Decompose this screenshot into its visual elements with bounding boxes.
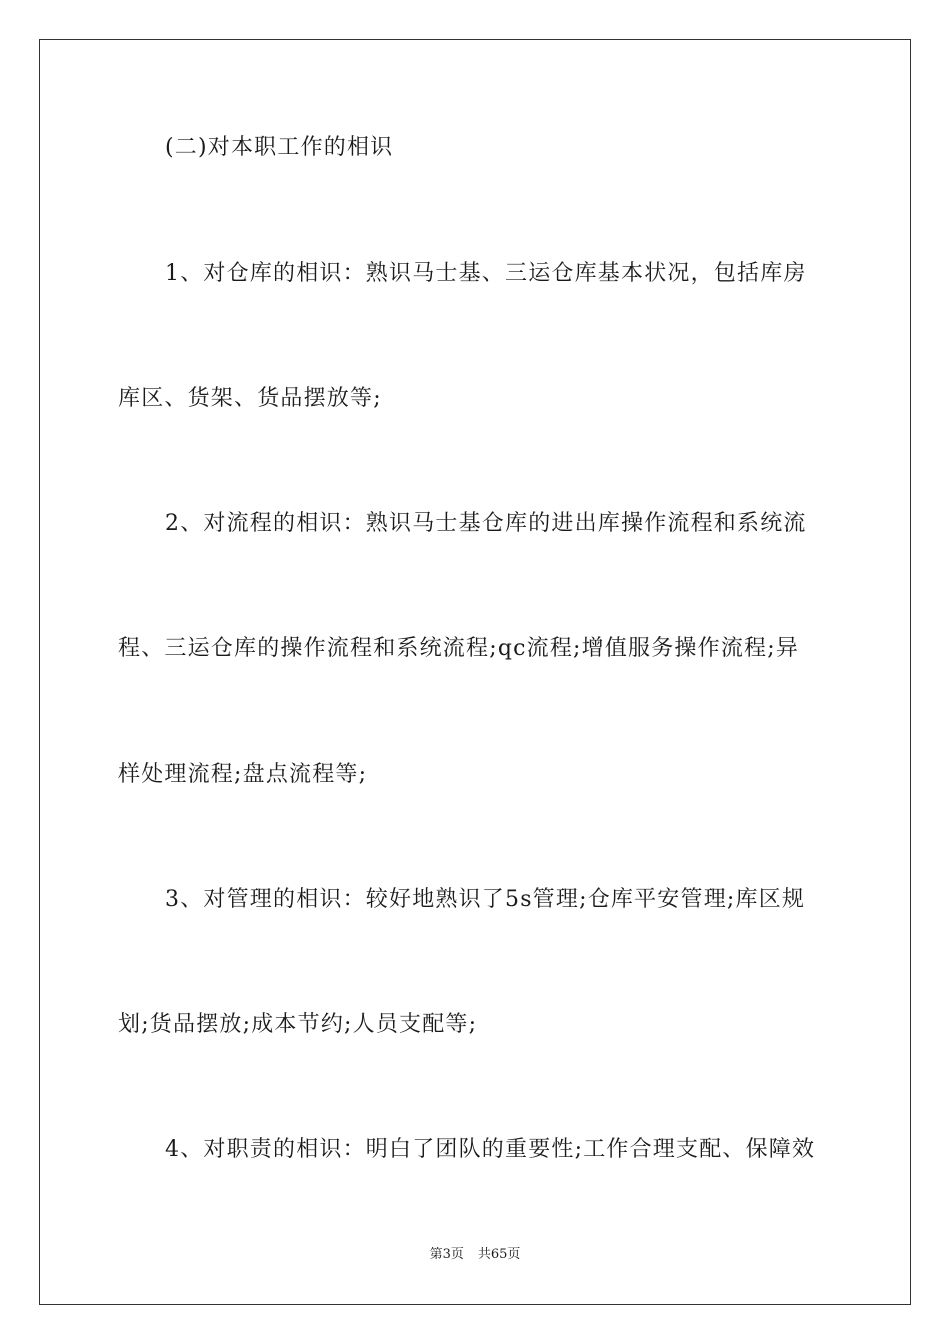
page-border (39, 39, 911, 1305)
page-number: 第3页 (429, 1247, 464, 1262)
section-heading: (二)对本职工作的相识 (165, 135, 394, 160)
paragraph-1-line-2: 库区、货架、货品摆放等; (118, 386, 382, 411)
paragraph-4-line-1: 4、对职责的相识：明白了团队的重要性;工作合理支配、保障效 (165, 1137, 816, 1162)
paragraph-3-line-2: 划;货品摆放;成本节约;人员支配等; (118, 1012, 478, 1037)
page-footer (0, 1246, 950, 1264)
paragraph-2-line-2: 程、三运仓库的操作流程和系统流程;qc流程;增值服务操作流程;异 (118, 636, 800, 661)
paragraph-1-line-1: 1、对仓库的相识：熟识马士基、三运仓库基本状况，包括库房 (165, 261, 807, 286)
paragraph-2-line-1: 2、对流程的相识：熟识马士基仓库的进出库操作流程和系统流 (165, 511, 807, 536)
total-pages: 共65页 (477, 1247, 521, 1262)
paragraph-3-line-1: 3、对管理的相识：较好地熟识了5s管理;仓库平安管理;库区规 (165, 887, 806, 912)
paragraph-2-line-3: 样处理流程;盘点流程等; (118, 762, 368, 787)
